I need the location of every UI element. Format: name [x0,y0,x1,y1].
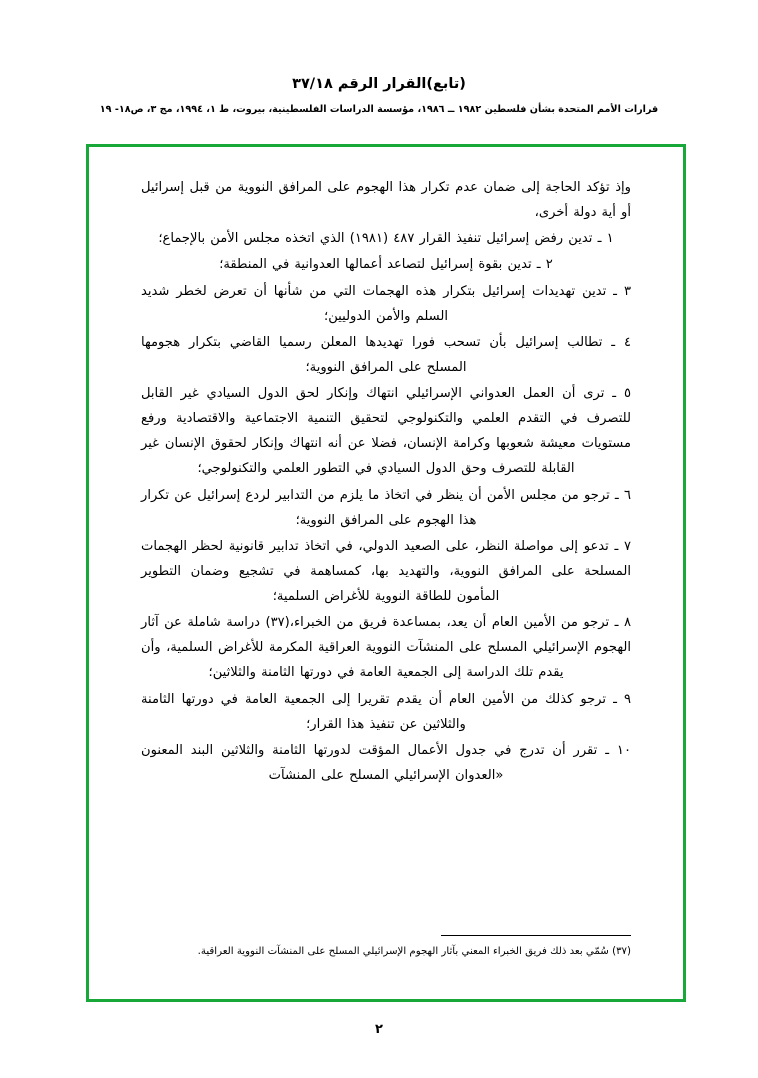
page-title: (تابع)القرار الرقم ٣٧/١٨ [292,76,466,92]
page-source-line: قرارات الأمم المتحدة بشأن فلسطين ١٩٨٢ ــ ١٩٨٦، مؤسسة الدراسات الفلسطينية، بيروت، ط ١، ١٩٩٤، مج ٣، ص١٨- ١٩ [99,104,659,116]
paragraph-item-6: ٦ ـ ترجو من مجلس الأمن أن ينظر في اتخاذ ما يلزم من التدابير لردع إسرائيل عن تكرار هذا الهجوم على المرافق النووية؛ [141,487,631,528]
page-number: ٢ [375,1022,383,1037]
document-body [141,175,631,789]
paragraph-item-4: ٤ ـ تطالب إسرائيل بأن تسحب فورا تهديدها المعلن رسميا القاضي بتكرار هجومها المسلح على المرافق النووية؛ [141,334,631,375]
paragraph-item-2: ٢ ـ تدين بقوة إسرائيل لتصاعد أعمالها العدوانية في المنطقة؛ [219,257,553,273]
paragraph-item-3: ٣ ـ تدين تهديدات إسرائيل بتكرار هذه الهجمات التي من شأنها أن تعرض لخطر شديد السلم والأمن الدوليين؛ [141,283,631,324]
footnote-divider [441,935,631,936]
page-header [0,74,758,117]
footnote-section [141,935,631,961]
green-border-frame [86,144,686,1002]
paragraph-item-10: ١٠ ـ تقرر أن تدرج في جدول الأعمال المؤقت لدورتها الثامنة والثلاثين البند المعنون «العدوان الإسرائيلي المسلح على المنشآت [141,742,631,783]
paragraph-item-1: ١ ـ تدين رفض إسرائيل تنفيذ القرار ٤٨٧ (١٩٨١) الذي اتخذه مجلس الأمن بالإجماع؛ [158,231,614,247]
paragraph-item-7: ٧ ـ تدعو إلى مواصلة النظر، على الصعيد الدولي، في اتخاذ تدابير قانونية لحظر الهجمات المسلحة على المرافق النووية، والتهديد بها، كمساهمة في تشجيع وضمان التطوير المأمون للطاقة النووية للأغراض السلمية؛ [141,538,631,604]
paragraph-item-9: ٩ ـ ترجو كذلك من الأمين العام أن يقدم تقريرا إلى الجمعية العامة في دورتها الثامنة والثلاثين عن تنفيذ هذا القرار؛ [141,691,631,732]
paragraph-item-8: ٨ ـ ترجو من الأمين العام أن يعد، بمساعدة فريق من الخبراء،(٣٧) دراسة شاملة عن آثار الهجوم الإسرائيلي المسلح على المنشآت النووية العراقية المكرمة للأغراض السلمية، وأن يقدم تلك الدراسة إلى الجمعية العامة في دورتها الثامنة والثلاثين؛ [141,615,631,681]
paragraph-preamble: وإذ تؤكد الحاجة إلى ضمان عدم تكرار هذا الهجوم على المرافق النووية من قبل إسرائيل أو أية دولة أخرى، [141,180,631,221]
paragraph-item-5: ٥ ـ ترى أن العمل العدواني الإسرائيلي انتهاك وإنكار لحق الدول السيادي غير القابل للتصرف في التقدم العلمي والتكنولوجي لتحقيق التنمية الاجتماعية والاقتصادية ورفع مستويات معيشة شعوبها وكرامة الإنسان، فضلا عن أنه انتهاك وإنكار لحقوق الإنسان غير القابلة للتصرف وحق الدول السيادي في التطور العلمي والتكنولوجي؛ [141,386,631,477]
footnote-text: (٣٧) سُمّي بعد ذلك فريق الخبراء المعني بآثار الهجوم الإسرائيلي المسلح على المنشآت النووية العراقية. [197,946,631,958]
